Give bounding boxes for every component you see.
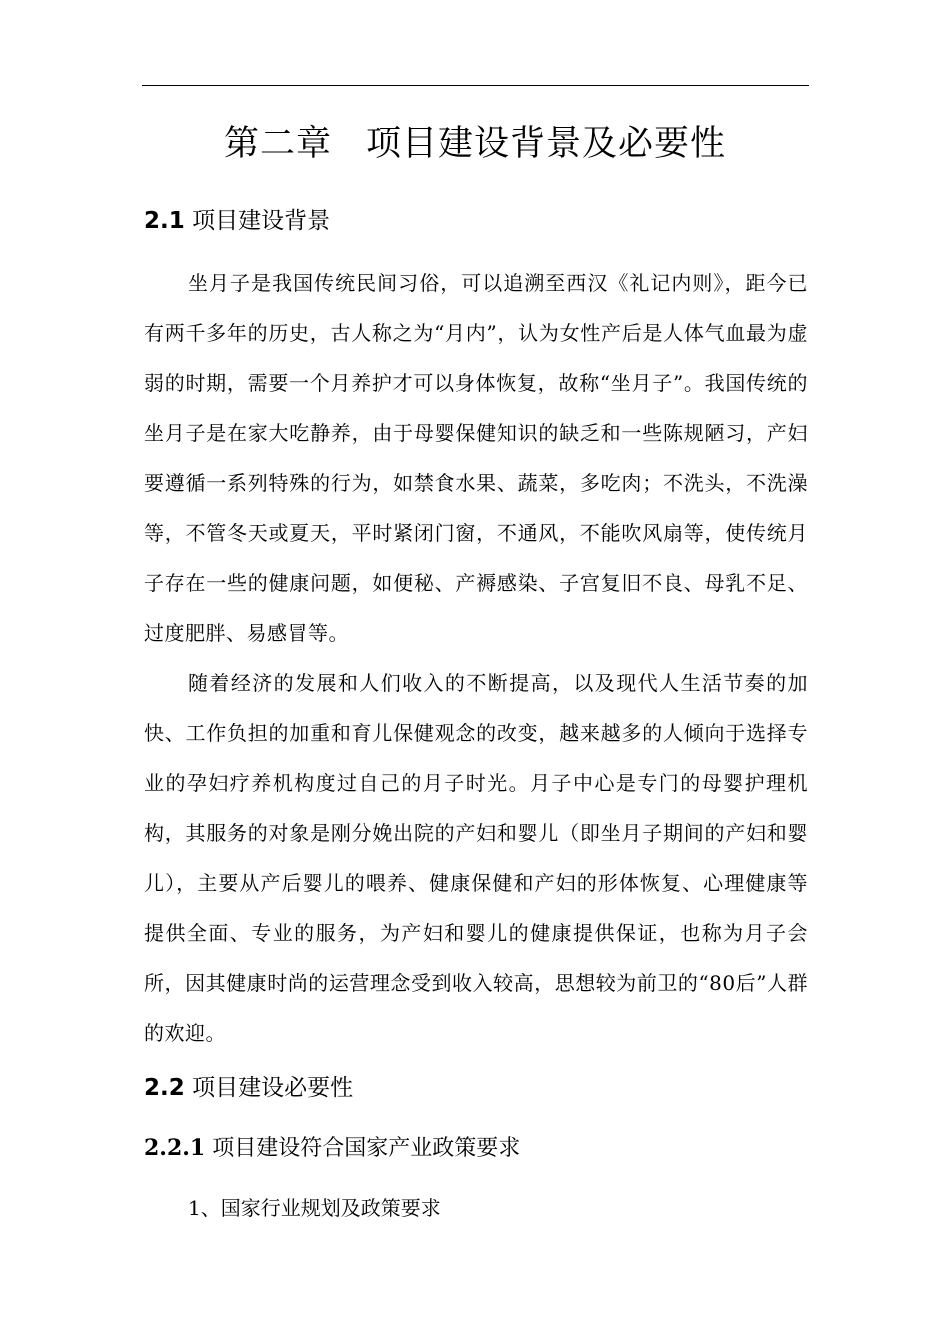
subsection-number: 2.2.1 bbox=[144, 1135, 206, 1161]
section-heading-2-2 bbox=[144, 1071, 353, 1105]
subsection-title: 项目建设符合国家产业政策要求 bbox=[212, 1136, 521, 1161]
paragraph-background-2: 随着经济的发展和人们收入的不断提高，以及现代人生活节奏的加快、工作负担的加重和育儿保健观念的改变，越来越多的人倾向于选择专业的孕妇疗养机构度过自己的月子时光。月子中心是专门的母婴护理机构，其服务的对象是刚分娩出院的产妇和婴儿（即坐月子期间的产妇和婴儿），主要从产后婴儿的喂养、健康保健和产妇的形体恢复、心理健康等提供全面、专业的服务，为产妇和婴儿的健康提供保证，也称为月子会所，因其健康时尚的运营理念受到收入较高，思想较为前卫的“80后”人群的欢迎。 bbox=[144, 671, 808, 1045]
chapter-title bbox=[0, 118, 950, 170]
section-number: 2.1 bbox=[144, 208, 185, 234]
header-rule bbox=[142, 85, 809, 86]
subsection-heading-2-2-1 bbox=[144, 1131, 520, 1166]
section-title: 项目建设背景 bbox=[192, 208, 331, 234]
chapter-number: 第二章 bbox=[223, 124, 332, 164]
list-item: 1、国家行业规划及政策要求 bbox=[188, 1196, 441, 1220]
chapter-title-text: 项目建设背景及必要性 bbox=[366, 124, 727, 164]
section-number: 2.2 bbox=[144, 1075, 185, 1101]
section-heading-2-1 bbox=[144, 204, 330, 238]
paragraph-background-1: 坐月子是我国传统民间习俗，可以追溯至西汉《礼记内则》，距今已有两千多年的历史，古人称之为“月内”，认为女性产后是人体气血最为虚弱的时期，需要一个月养护才可以身体恢复，故称“坐月子”。我国传统的坐月子是在家大吃静养，由于母婴保健知识的缺乏和一些陈规陋习，产妇要遵循一系列特殊的行为，如禁食水果、蔬菜，多吃肉；不洗头，不洗澡等，不管冬天或夏天，平时紧闭门窗，不通风，不能吹风扇等，使传统月子存在一些的健康问题，如便秘、产褥感染、子宫复旧不良、母乳不足、过度肥胖、易感冒等。 bbox=[144, 271, 808, 645]
section-title: 项目建设必要性 bbox=[192, 1075, 354, 1101]
